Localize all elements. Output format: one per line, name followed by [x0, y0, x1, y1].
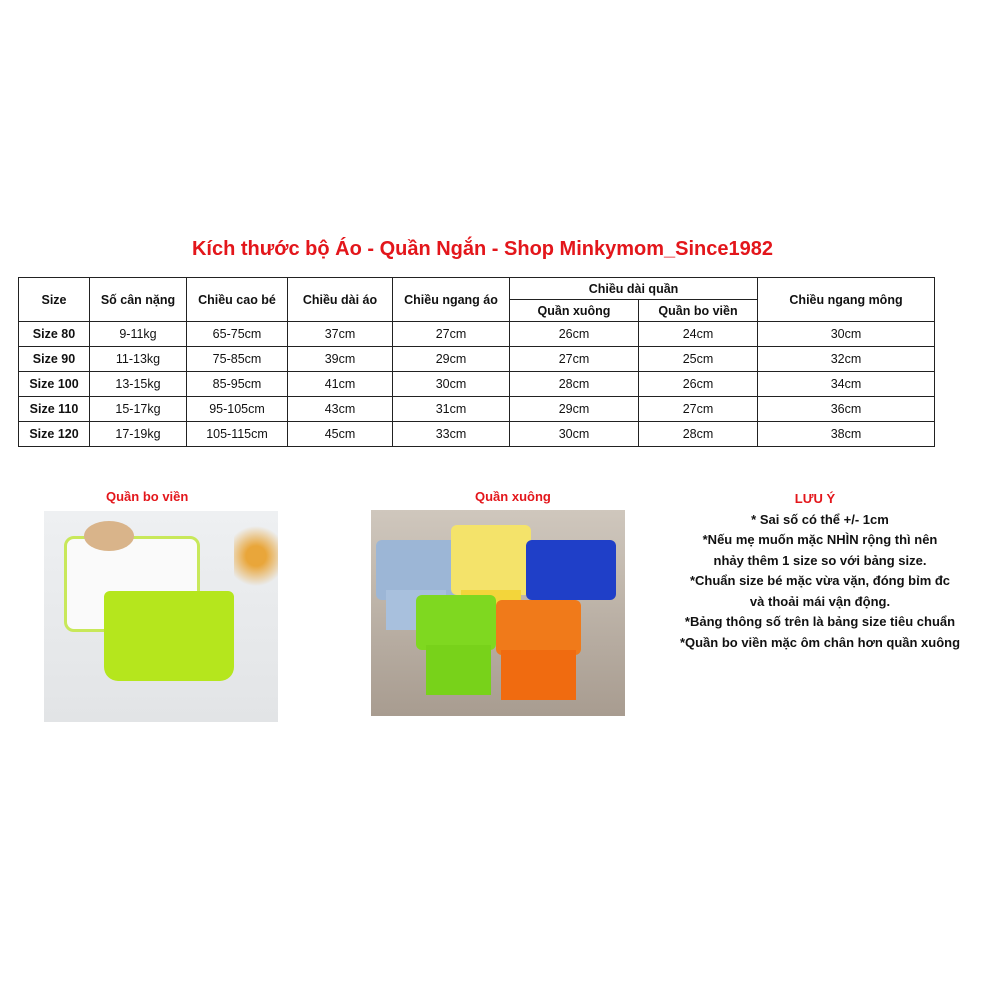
table-cell: 27cm [393, 322, 510, 347]
table-cell: 26cm [639, 372, 758, 397]
table-cell: 32cm [758, 347, 935, 372]
table-cell: 17-19kg [90, 422, 187, 447]
size-table [18, 277, 935, 447]
table-cell: 36cm [758, 397, 935, 422]
table-cell: Size 110 [19, 397, 90, 422]
header-pants-trim: Quần bo viền [639, 300, 758, 322]
header-shirt-length: Chiều dài áo [288, 278, 393, 322]
table-cell: 33cm [393, 422, 510, 447]
note-line: *Nếu mẹ muốn mặc NHÌN rộng thì nên [702, 532, 938, 547]
product-photo-trim-shorts [44, 511, 278, 722]
table-cell: 75-85cm [187, 347, 288, 372]
table-row [19, 347, 935, 372]
notes-section [660, 491, 980, 653]
table-cell: 28cm [510, 372, 639, 397]
table-row [19, 372, 935, 397]
table-cell: 37cm [288, 322, 393, 347]
table-cell: 65-75cm [187, 322, 288, 347]
product-photo-loose-shorts [371, 510, 625, 716]
page-title: Kích thước bộ Áo - Quần Ngắn - Shop Minkymom_Since1982 [191, 238, 773, 260]
header-size: Size [19, 278, 90, 322]
table-cell: Size 100 [19, 372, 90, 397]
photo-label-loose: Quần xuông [475, 489, 551, 504]
table-row [19, 422, 935, 447]
table-cell: 11-13kg [90, 347, 187, 372]
table-cell: Size 80 [19, 322, 90, 347]
table-cell: 26cm [510, 322, 639, 347]
table-cell: 25cm [639, 347, 758, 372]
header-shirt-width: Chiều ngang áo [393, 278, 510, 322]
table-cell: Size 90 [19, 347, 90, 372]
note-line: * Sai số có thể +/- 1cm [751, 511, 889, 527]
table-cell: 95-105cm [187, 397, 288, 422]
note-line: *Bảng thông số trên là bảng size tiêu chuẩn [684, 614, 956, 629]
table-cell: 43cm [288, 397, 393, 422]
table-cell: 29cm [510, 397, 639, 422]
table-cell: 41cm [288, 372, 393, 397]
header-weight: Số cân nặng [90, 278, 187, 322]
table-cell: 30cm [393, 372, 510, 397]
notes-heading: LƯU Ý [794, 491, 836, 506]
table-row [19, 397, 935, 422]
table-cell: 13-15kg [90, 372, 187, 397]
table-cell: 30cm [758, 322, 935, 347]
note-line: và thoải mái vận động. [749, 593, 891, 609]
table-cell: 15-17kg [90, 397, 187, 422]
table-cell: 27cm [510, 347, 639, 372]
note-line: *Chuẩn size bé mặc vừa vặn, đóng bỉm đc [689, 573, 951, 588]
header-pants-loose: Quần xuông [510, 300, 639, 322]
photo-label-trim: Quần bo viền [106, 489, 189, 504]
table-cell: 24cm [639, 322, 758, 347]
table-cell: 39cm [288, 347, 393, 372]
header-hip-width: Chiều ngang mông [758, 278, 935, 322]
table-cell: 29cm [393, 347, 510, 372]
table-cell: 30cm [510, 422, 639, 447]
table-row [19, 322, 935, 347]
table-cell: 85-95cm [187, 372, 288, 397]
header-pants-length: Chiều dài quần [510, 278, 758, 300]
table-cell: 27cm [639, 397, 758, 422]
table-cell: 28cm [639, 422, 758, 447]
note-line: *Quần bo viền mặc ôm chân hơn quần xuông [679, 634, 961, 650]
table-cell: 31cm [393, 397, 510, 422]
table-cell: Size 120 [19, 422, 90, 447]
table-cell: 105-115cm [187, 422, 288, 447]
note-line: nhảy thêm 1 size so với bảng size. [713, 552, 927, 568]
table-cell: 9-11kg [90, 322, 187, 347]
header-height: Chiều cao bé [187, 278, 288, 322]
table-cell: 45cm [288, 422, 393, 447]
table-cell: 38cm [758, 422, 935, 447]
table-cell: 34cm [758, 372, 935, 397]
